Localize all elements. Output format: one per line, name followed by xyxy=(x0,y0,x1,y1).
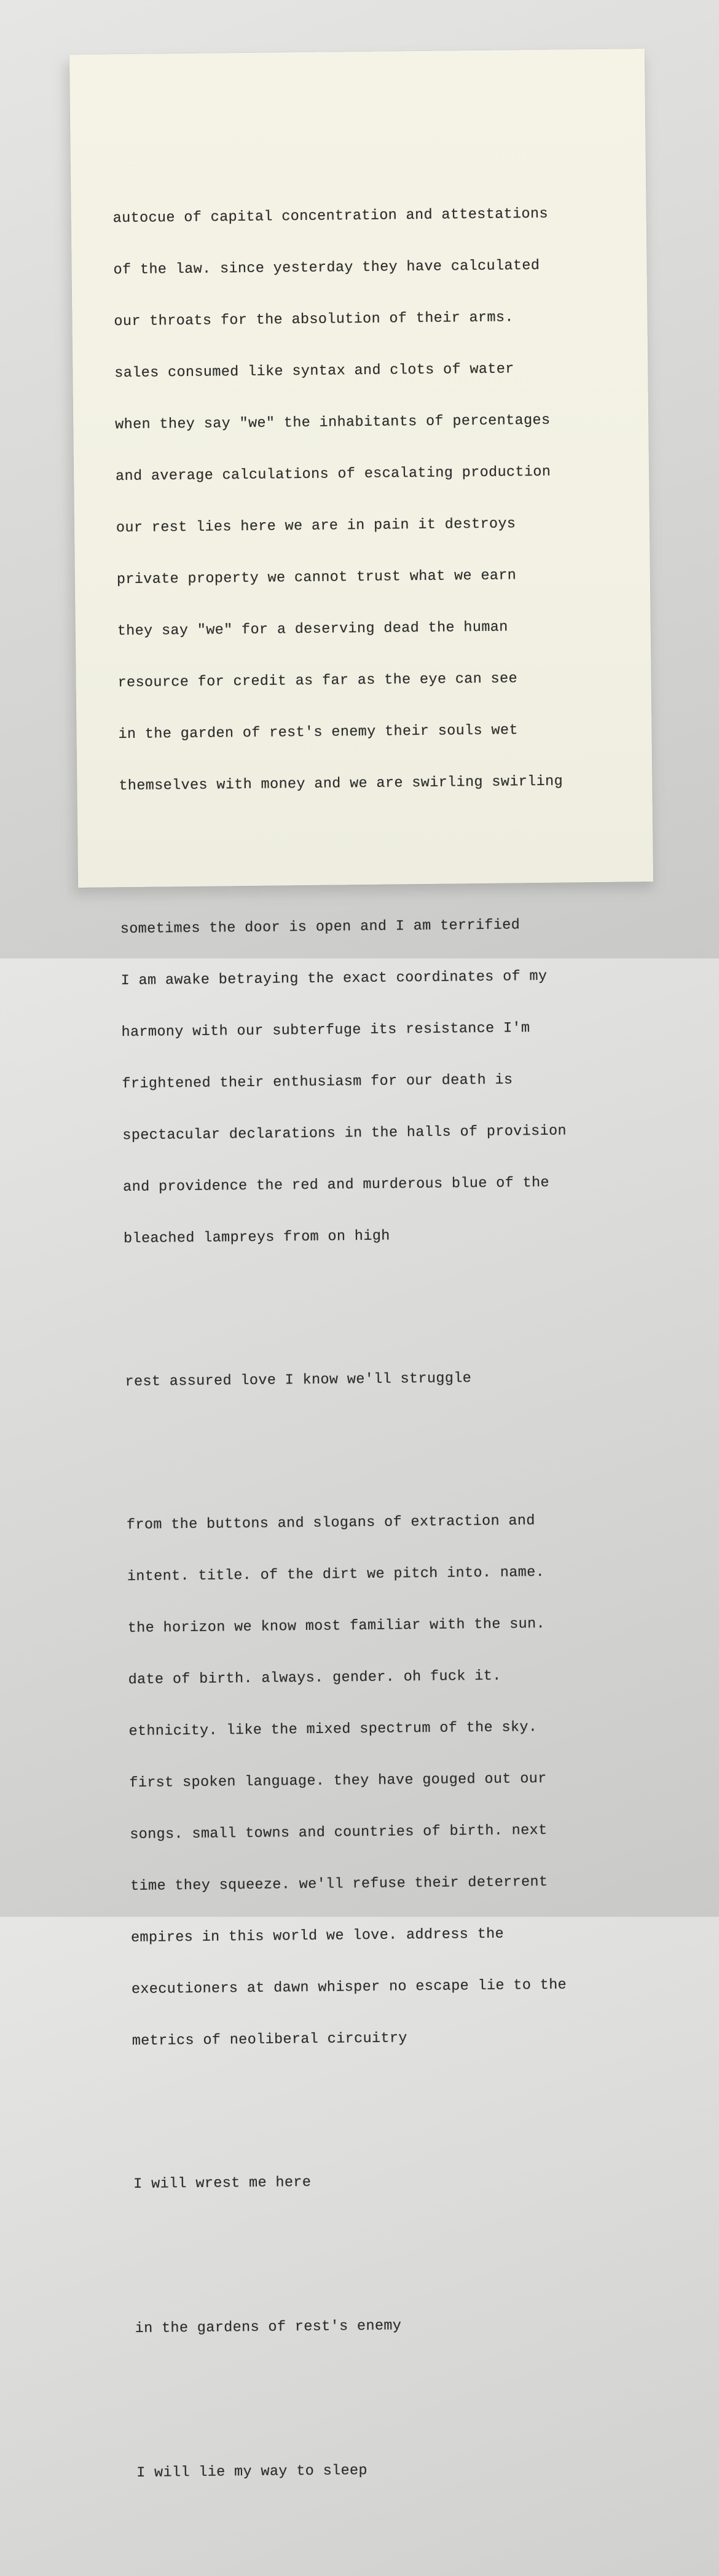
poem-line: private property we cannot trust what we earn xyxy=(116,567,517,589)
stanza-5 xyxy=(133,2137,656,2227)
poem-line: date of birth. always. gender. oh fuck it. xyxy=(128,1667,501,1689)
poem-line: and average calculations of escalating production xyxy=(115,463,551,485)
stanza-7 xyxy=(136,2425,659,2516)
poem-line: of the law. since yesterday they have calculated xyxy=(113,257,540,279)
poem-line: time they squeeze. we'll refuse their deterrent xyxy=(130,1873,548,1895)
poem-line: resource for credit as far as the eye can see xyxy=(117,670,518,692)
poem-line: sometimes the door is open and I am terrified xyxy=(120,917,521,938)
poem-line: they say "we" for a deserving dead the human xyxy=(117,619,508,640)
poem-line: intent. title. of the dirt we pitch into. name. xyxy=(127,1564,545,1586)
typed-page xyxy=(69,49,653,2482)
poem-line: the horizon we know most familiar with the sun. xyxy=(127,1615,546,1637)
poem-line: I am awake betraying the exact coordinates of my xyxy=(120,968,548,990)
poem-line: frightened their enthusiasm for our death is xyxy=(122,1071,513,1093)
poem-line: sales consumed like syntax and clots of water xyxy=(114,361,514,382)
poem-line: executioners at dawn whisper no escape lie to the xyxy=(131,1976,567,1999)
poem-line: in the gardens of rest's enemy xyxy=(135,2317,402,2338)
poem-line: autocue of capital concentration and attestations xyxy=(112,205,548,227)
poem-line: from the buttons and slogans of extraction and xyxy=(126,1513,535,1534)
poem-line: metrics of neoliberal circuitry xyxy=(132,2030,407,2050)
poem-line: I will wrest me here xyxy=(133,2174,312,2193)
poem-line: when they say "we" the inhabitants of percentages xyxy=(115,412,551,434)
stanza-3 xyxy=(125,1334,648,1425)
poem-line: harmony with our subterfuge its resistance I'm xyxy=(121,1020,530,1041)
poem-line: bleached lampreys from on high xyxy=(123,1227,390,1248)
poem-text xyxy=(112,121,660,2575)
poem-line: ethnicity. like the mixed spectrum of the sky. xyxy=(128,1719,538,1740)
poem-line: and providence the red and murderous blue of the xyxy=(123,1174,550,1196)
stanza-2 xyxy=(120,882,646,1282)
poem-line: in the garden of rest's enemy their souls wet xyxy=(118,722,518,743)
poem-line: rest assured love I know we'll struggle xyxy=(125,1370,472,1391)
poem-line: our throats for the absolution of their arms. xyxy=(114,309,514,331)
stanza-6 xyxy=(135,2281,658,2371)
stanza-1 xyxy=(112,171,642,829)
poem-line: I will lie my way to sleep xyxy=(136,2462,368,2482)
poem-line: empires in this world we love. address the xyxy=(130,1925,505,1947)
poem-line: first spoken language. they have gouged out our xyxy=(129,1770,547,1792)
poem-line: songs. small towns and countries of birth. next xyxy=(130,1822,548,1844)
stanza-4 xyxy=(126,1478,654,2084)
poem-line: spectacular declarations in the halls of provision xyxy=(122,1122,567,1145)
poem-line: our rest lies here we are in pain it destroys xyxy=(116,515,516,537)
poem-line: themselves with money and we are swirling swirling xyxy=(119,773,564,795)
